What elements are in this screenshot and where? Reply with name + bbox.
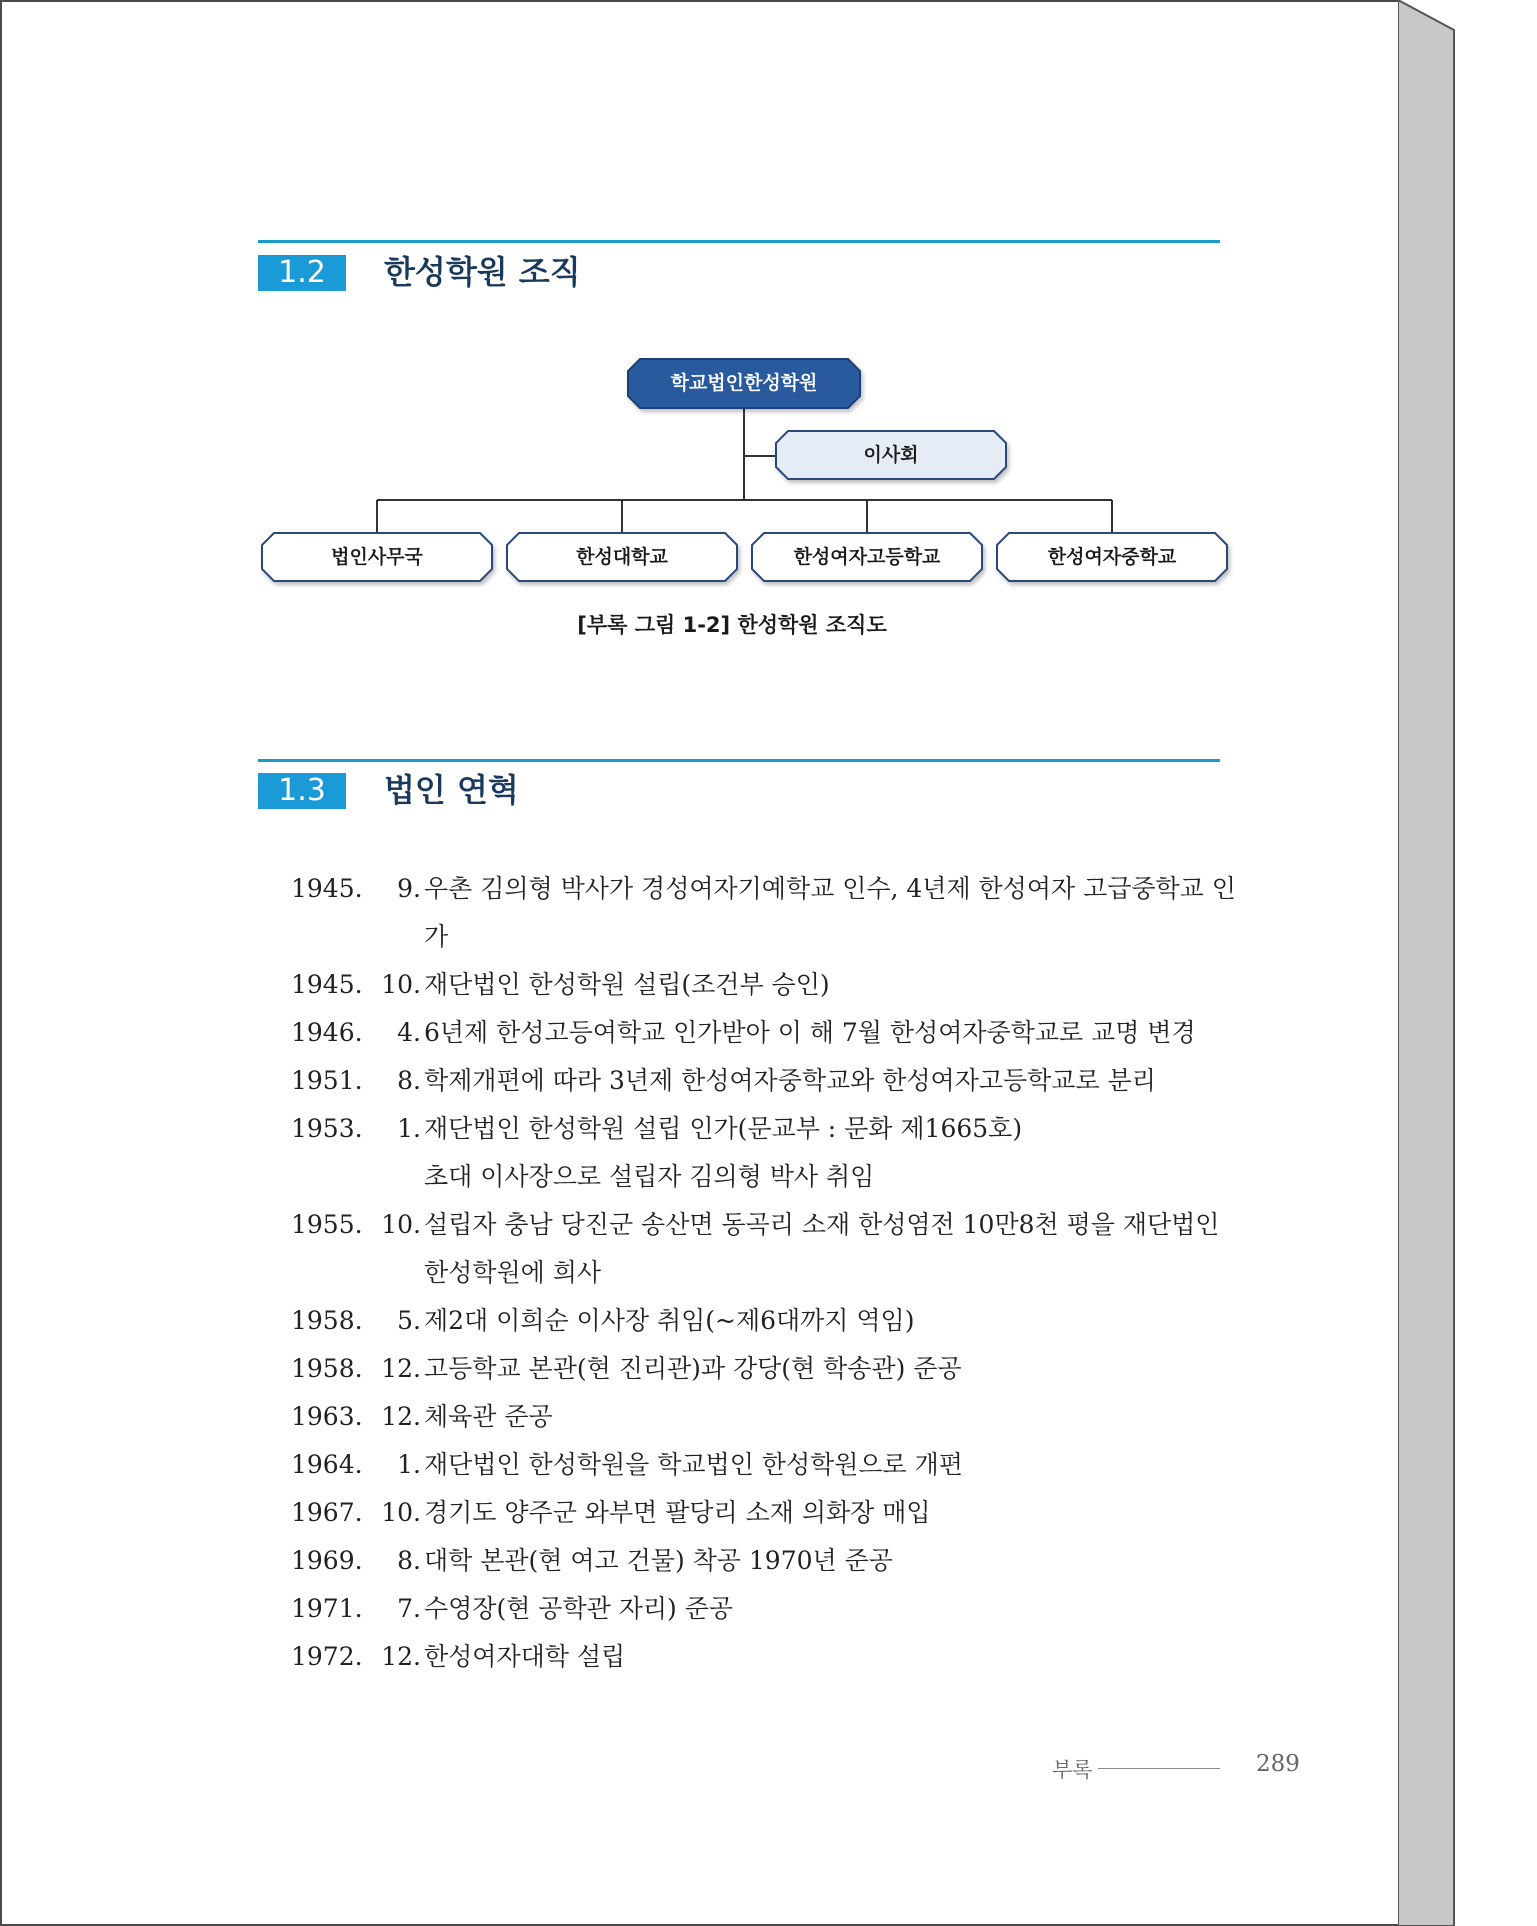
history-entry — [291, 1057, 1251, 1105]
history-entry — [291, 1153, 1251, 1201]
history-year: 1964. — [291, 1450, 363, 1479]
history-text: 제2대 이희순 이사장 취임(~제6대까지 역임) — [424, 1306, 915, 1335]
history-entry — [291, 1345, 1251, 1393]
page-number: 289 — [1256, 1751, 1300, 1777]
history-month: 7. — [397, 1594, 421, 1623]
history-text: 체육관 준공 — [424, 1402, 553, 1431]
history-text: 설립자 충남 당진군 송산면 동곡리 소재 한성염전 10만8천 평을 재단법인 — [424, 1210, 1220, 1239]
history-month: 8. — [397, 1066, 421, 1095]
history-text: 수영장(현 공학관 자리) 준공 — [424, 1594, 733, 1623]
org-chart — [2, 2, 1402, 702]
org-chart-lines — [2, 2, 1402, 702]
history-year: 1946. — [291, 1018, 363, 1047]
history-entry — [291, 1441, 1251, 1489]
history-entry — [291, 1585, 1251, 1633]
history-entry — [291, 1105, 1251, 1153]
history-month: 12. — [381, 1642, 421, 1671]
history-text: 6년제 한성고등여학교 인가받아 이 해 7월 한성여자중학교로 교명 변경 — [424, 1018, 1196, 1047]
history-entry — [291, 865, 1251, 961]
history-year: 1967. — [291, 1498, 363, 1527]
history-year: 1945. — [291, 970, 363, 999]
history-month: 10. — [381, 970, 421, 999]
history-list — [291, 865, 1251, 1681]
history-year: 1963. — [291, 1402, 363, 1431]
history-entry — [291, 1393, 1251, 1441]
history-year: 1969. — [291, 1546, 363, 1575]
history-text: 재단법인 한성학원 설립 인가(문교부 : 문화 제1665호) — [424, 1114, 1023, 1143]
history-month: 5. — [397, 1306, 421, 1335]
history-month: 10. — [381, 1210, 421, 1239]
history-month: 10. — [381, 1498, 421, 1527]
history-text: 대학 본관(현 여고 건물) 착공 1970년 준공 — [424, 1546, 893, 1575]
section-rule — [258, 759, 1220, 762]
history-text: 재단법인 한성학원을 학교법인 한성학원으로 개편 — [424, 1450, 963, 1479]
history-month: 4. — [397, 1018, 421, 1047]
figure-caption: [부록 그림 1-2] 한성학원 조직도 — [577, 613, 887, 637]
history-year: 1953. — [291, 1114, 363, 1143]
history-entry — [291, 1489, 1251, 1537]
org-root-label: 학교법인한성학원 — [670, 372, 818, 394]
history-text: 재단법인 한성학원 설립(조건부 승인) — [424, 970, 830, 999]
org-child-label: 법인사무국 — [331, 546, 423, 568]
history-text: 한성여자대학 설립 — [424, 1642, 626, 1671]
history-year: 1945. — [291, 874, 363, 903]
history-month: 12. — [381, 1354, 421, 1383]
history-year: 1951. — [291, 1066, 363, 1095]
history-text: 우촌 김의형 박사가 경성여자기예학교 인수, 4년제 한성여자 고급중학교 인가 — [424, 874, 1236, 951]
section-title: 한성학원 조직 — [384, 253, 581, 291]
footer-label: 부록 — [1052, 1758, 1093, 1782]
history-text: 학제개편에 따라 3년제 한성여자중학교와 한성여자고등학교로 분리 — [424, 1066, 1156, 1095]
history-year: 1955. — [291, 1210, 363, 1239]
history-year: 1958. — [291, 1354, 363, 1383]
org-child-label: 한성여자중학교 — [1047, 546, 1177, 568]
book-edge — [1398, 0, 1458, 1926]
history-entry — [291, 1009, 1251, 1057]
history-entry — [291, 1537, 1251, 1585]
history-month: 12. — [381, 1402, 421, 1431]
history-month: 8. — [397, 1546, 421, 1575]
history-entry — [291, 1297, 1251, 1345]
history-text: 한성학원에 희사 — [424, 1258, 601, 1287]
section-title: 법인 연혁 — [384, 771, 519, 809]
history-month: 1. — [397, 1450, 421, 1479]
org-child-label: 한성여자고등학교 — [793, 546, 941, 568]
section-number: 1.3 — [258, 773, 346, 809]
history-month: 1. — [397, 1114, 421, 1143]
history-entry — [291, 1249, 1251, 1297]
history-entry — [291, 1201, 1251, 1249]
history-entry — [291, 961, 1251, 1009]
footer-divider — [1098, 1768, 1220, 1769]
org-board-label: 이사회 — [863, 444, 919, 466]
history-year: 1972. — [291, 1642, 363, 1671]
history-text: 고등학교 본관(현 진리관)과 강당(현 학송관) 준공 — [424, 1354, 962, 1383]
history-text: 경기도 양주군 와부면 팔당리 소재 의화장 매입 — [424, 1498, 931, 1527]
section-number: 1.2 — [258, 255, 346, 291]
history-year: 1958. — [291, 1306, 363, 1335]
history-month: 9. — [397, 874, 421, 903]
history-text: 초대 이사장으로 설립자 김의형 박사 취임 — [424, 1162, 875, 1191]
org-child-label: 한성대학교 — [576, 546, 668, 568]
history-year: 1971. — [291, 1594, 363, 1623]
history-entry — [291, 1633, 1251, 1681]
